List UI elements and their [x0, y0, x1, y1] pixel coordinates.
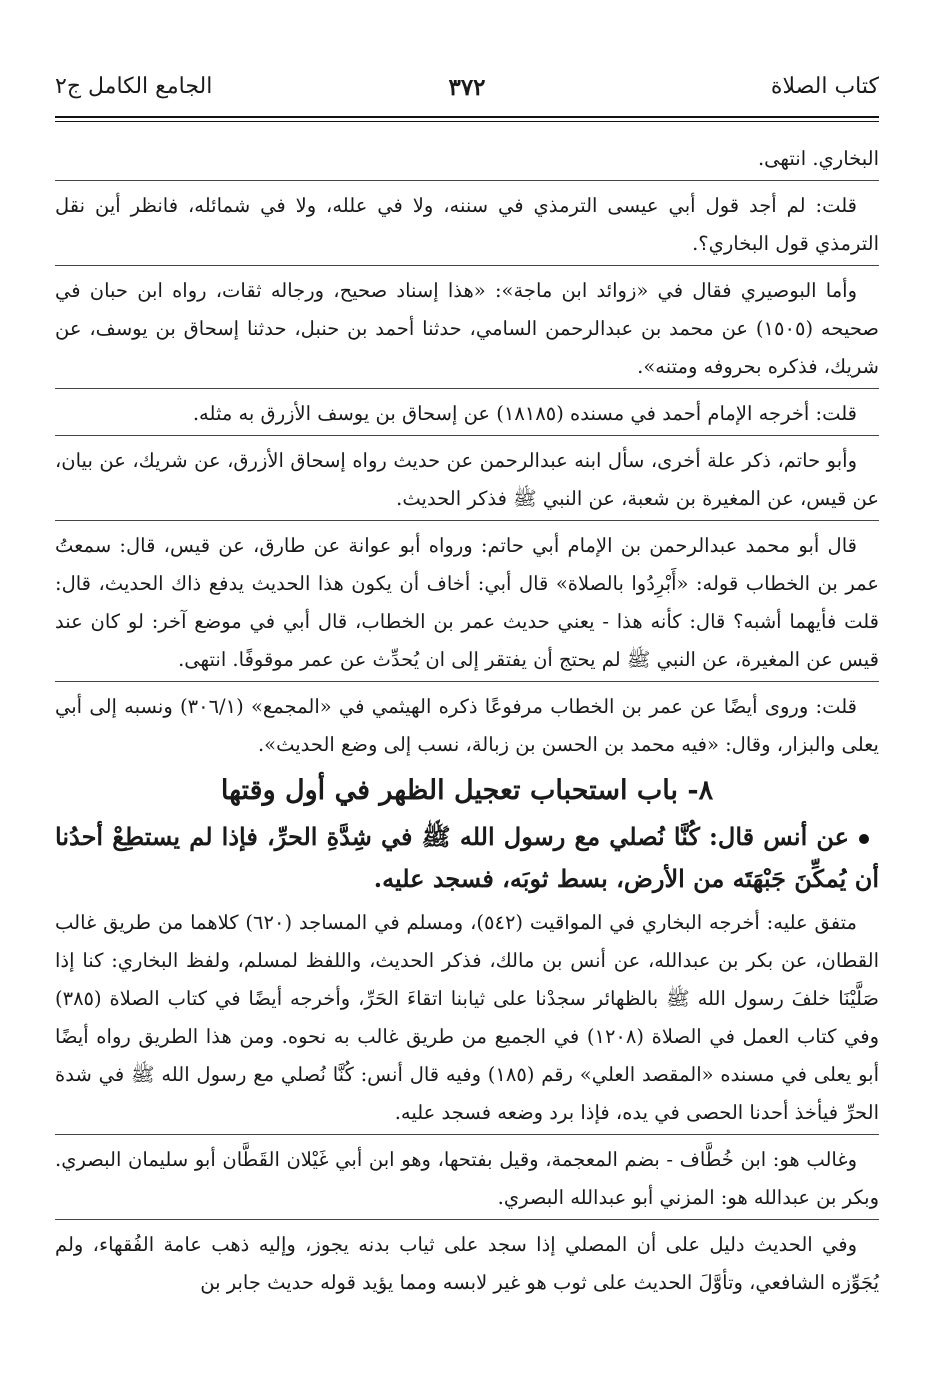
paragraph: وأبو حاتم، ذكر علة أخرى، سأل ابنه عبدالرحمن عن حديث رواه إسحاق الأزرق، عن شريك، عن بيان، عن قيس، عن المغيرة بن شعبة، عن النبي ﷺ فذكر الحديث. [55, 449, 879, 510]
header-rule-thin [55, 121, 879, 122]
commentary-paragraph: وغالب هو: ابن خُطَّاف - بضم المعجمة، وقيل بفتحها، وهو ابن أبي غَيْلان القَطَّان أبو سليمان البصري. وبكر بن عبدالله هو: المزني أبو عبدالله البصري. [55, 1148, 879, 1209]
divider [55, 180, 879, 181]
paragraph: قلت: وروى أيضًا عن عمر بن الخطاب مرفوعًا ذكره الهيثمي في «المجمع» (٣٠٦/١) ونسبه إلى أبي يعلى والبزار، وقال: «فيه محمد بن الحسن بن زبالة، نسب إلى وضع الحديث». [55, 695, 879, 756]
chapter-title: ٨- باب استحباب تعجيل الظهر في أول وقتها [220, 775, 714, 806]
bullet-icon [859, 834, 869, 844]
paragraph: قلت: أخرجه الإمام أحمد في مسنده (١٨١٨٥) عن إسحاق بن يوسف الأزرق به مثله. [192, 402, 857, 425]
divider [55, 1219, 879, 1220]
divider [55, 265, 879, 266]
book-title: الجامع الكامل ج٢ [55, 74, 213, 99]
page-header [55, 74, 879, 114]
header-rule-thick [55, 116, 879, 118]
hadith-body: عن أنس قال: كُنَّا نُصلي مع رسول الله ﷺ في شِدَّةِ الحرِّ، فإذا لم يستطِعْ أحدُنا أن يُمكِّنَ جَبْهَتَه من الأرض، بسط ثوبَه، فسجد عليه. [55, 822, 879, 893]
paragraph: وأما البوصيري فقال في «زوائد ابن ماجة»: «هذا إسناد صحيح، ورجاله ثقات، رواه ابن حبان في صحيحه (١٥٠٥) عن محمد بن عبدالرحمن السامي، حدثنا أحمد بن حنبل، حدثنا إسحاق بن يوسف، عن شريك، فذكره بحروفه ومتنه». [55, 279, 879, 378]
paragraph: قلت: لم أجد قول أبي عيسى الترمذي في سننه، ولا في علله، ولا في شمائله، فانظر أين نقل الترمذي قول البخاري؟. [55, 194, 879, 255]
divider [55, 1134, 879, 1135]
book-section-title: كتاب الصلاة [770, 74, 879, 99]
commentary-paragraph: وفي الحديث دليل على أن المصلي إذا سجد على ثياب بدنه يجوز، وإليه ذهب عامة الفُقهاء، ولم يُجَوِّزه الشافعي، وتأوَّلَ الحديث على ثوب هو غير لابسه ومما يؤيد قوله حديث جابر بن [55, 1233, 879, 1294]
paragraph: قال أبو محمد عبدالرحمن بن الإمام أبي حاتم: ورواه أبو عوانة عن طارق، عن قيس، قال: سمعتُ عمر بن الخطاب قوله: «أَبْرِدُوا بالصلاة» قال أبي: أخاف أن يكون هذا الحديث يدفع ذاك الحديث، قال: قلت فأيهما أشبه؟ قال: كأنه هذا - يعني حديث عمر بن الخطاب، قال أبي في موضع آخر: لو كان عند قيس عن المغيرة، عن النبي ﷺ لم يحتج أن يفتقر إلى ان يُحدِّث عن عمر موقوفًا. انتهى. [55, 534, 879, 671]
hadith-text [55, 816, 879, 900]
paragraph: البخاري. انتهى. [757, 147, 879, 170]
divider [55, 520, 879, 521]
page-body [55, 140, 879, 1304]
page-number: ٣٧٢ [448, 74, 486, 101]
commentary-paragraph: متفق عليه: أخرجه البخاري في المواقيت (٥٤٢)، ومسلم في المساجد (٦٢٠) كلاهما من طريق غالب القطان، عن بكر بن عبدالله، عن أنس بن مالك، فذكر الحديث، واللفظ لمسلم، ولفظ البخاري: كنا إذا صَلَّيْنَا خلفَ رسول الله ﷺ بالظهائر سجدْنا على ثيابنا اتقاءَ الحَرِّ، وأخرجه أيضًا في كتاب الصلاة (٣٨٥) وفي كتاب العمل في الصلاة (١٢٠٨) في الجميع من طريق غالب به نحوه. ومن هذا الطريق رواه أيضًا أبو يعلى في مسنده «المقصد العلي» رقم (١٨٥) وفيه قال أنس: كُنَّا نُصلي مع رسول الله ﷺ في شدة الحرِّ فيأخذ أحدنا الحصى في يده، فإذا برد وضعه فسجد عليه. [55, 911, 880, 1124]
divider [55, 435, 879, 436]
divider [55, 388, 879, 389]
divider [55, 681, 879, 682]
